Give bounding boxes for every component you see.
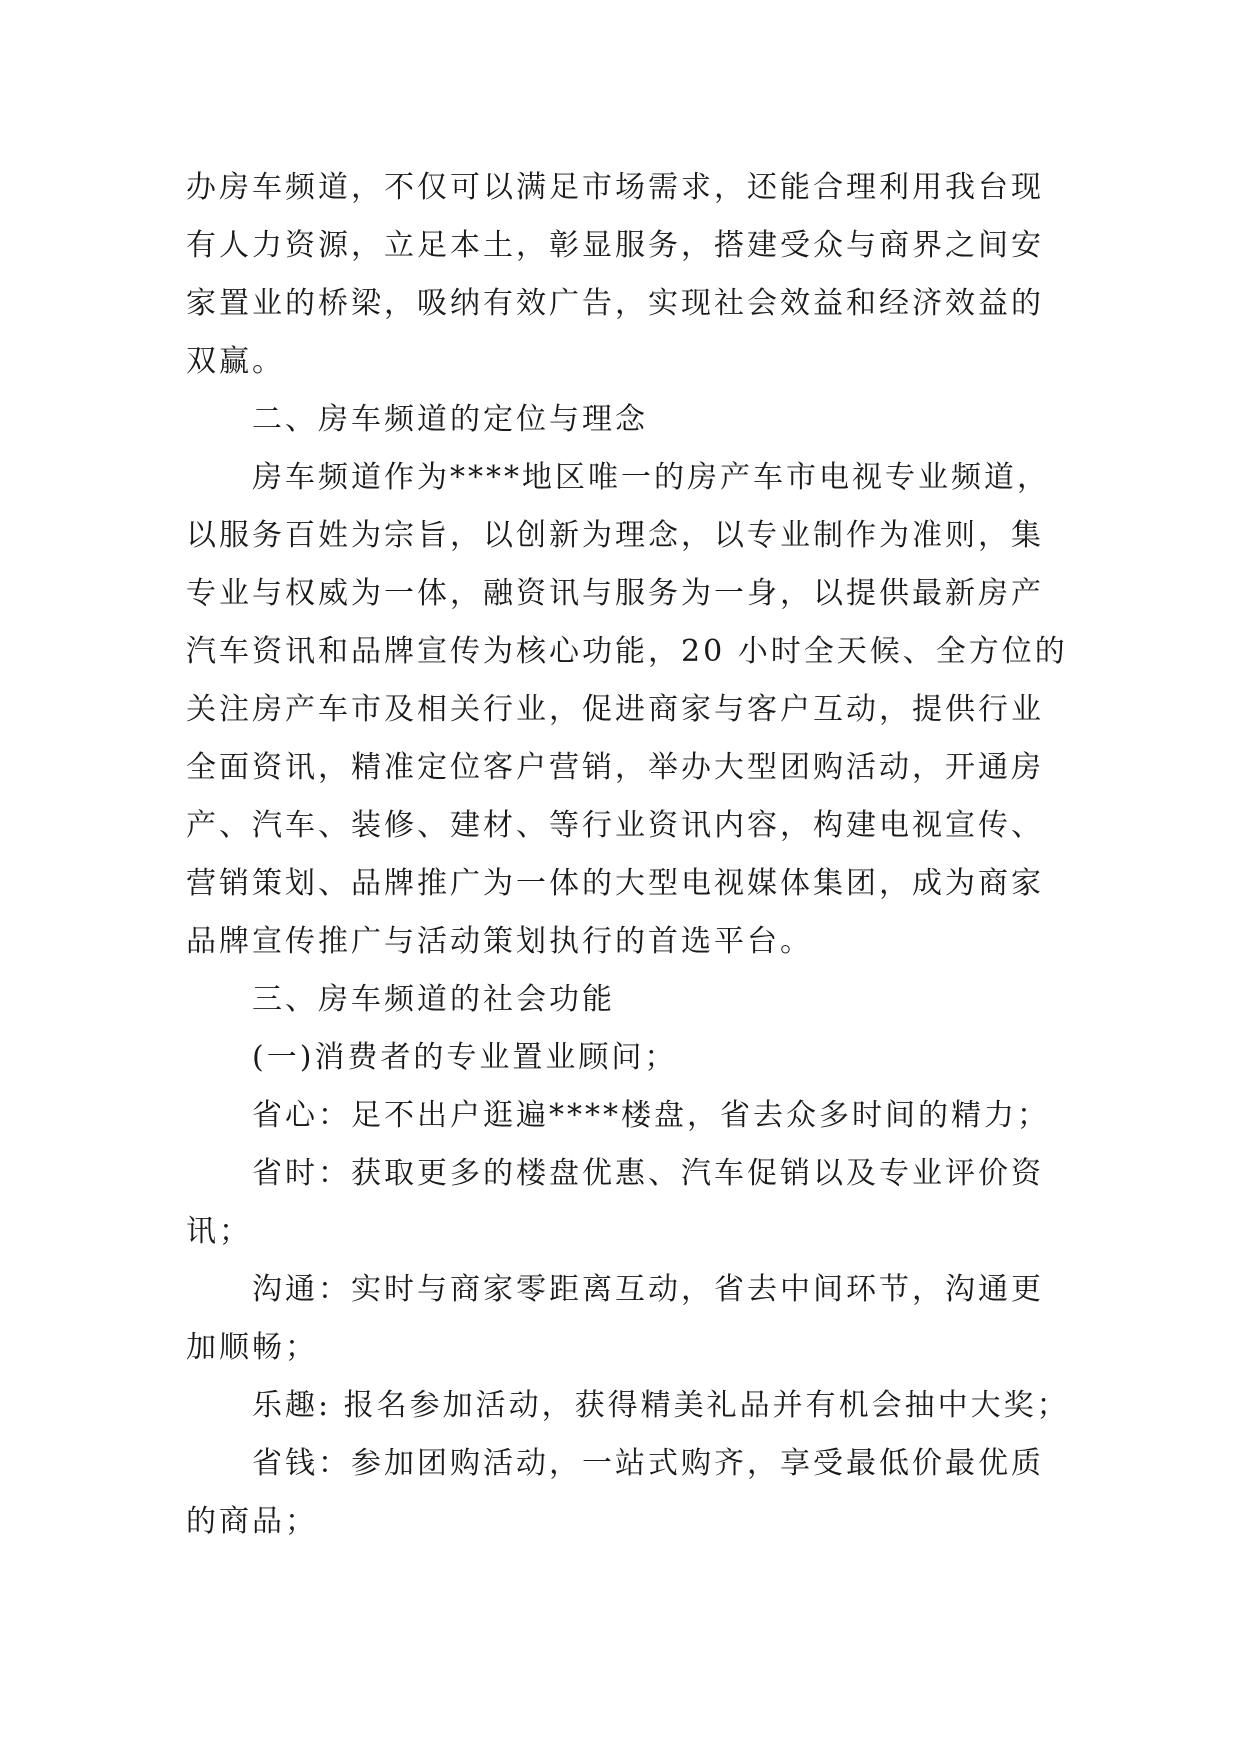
paragraph-2-line-4: 汽车资讯和品牌宣传为核心功能，20 小时全天候、全方位的 bbox=[186, 634, 1068, 669]
paragraph-1-line-4: 双赢。 bbox=[186, 344, 285, 379]
subsection-heading-1: (一)消费者的专业置业顾问； bbox=[252, 1040, 678, 1075]
item-save-time-line-2: 讯； bbox=[186, 1214, 252, 1249]
item-save-money-line-1: 省钱：参加团购活动，一站式购齐，享受最低价最优质 bbox=[252, 1446, 1044, 1481]
paragraph-1-line-1: 办房车频道，不仅可以满足市场需求，还能合理利用我台现 bbox=[186, 170, 1044, 205]
item-save-money-line-2: 的商品； bbox=[186, 1504, 318, 1539]
item-communication-line-1: 沟通：实时与商家零距离互动，省去中间环节，沟通更 bbox=[252, 1272, 1044, 1307]
item-fun: 乐趣: 报名参加活动，获得精美礼品并有机会抽中大奖； bbox=[252, 1388, 1070, 1423]
paragraph-2-line-9: 品牌宣传推广与活动策划执行的首选平台。 bbox=[186, 924, 813, 959]
item-communication-line-2: 加顺畅； bbox=[186, 1330, 318, 1365]
paragraph-2-line-7: 产、汽车、装修、建材、等行业资讯内容，构建电视宣传、 bbox=[186, 808, 1044, 843]
paragraph-1-line-3: 家置业的桥梁，吸纳有效广告，实现社会效益和经济效益的 bbox=[186, 286, 1044, 321]
paragraph-2-line-6: 全面资讯，精准定位客户营销，举办大型团购活动，开通房 bbox=[186, 750, 1044, 785]
section-heading-3: 三、房车频道的社会功能 bbox=[252, 982, 615, 1017]
section-heading-2: 二、房车频道的定位与理念 bbox=[252, 402, 648, 437]
paragraph-2-line-3: 专业与权威为一体，融资讯与服务为一身，以提供最新房产 bbox=[186, 576, 1044, 611]
item-save-worry: 省心：足不出户逛遍****楼盘，省去众多时间的精力； bbox=[252, 1098, 1050, 1133]
item-save-time-line-1: 省时：获取更多的楼盘优惠、汽车促销以及专业评价资 bbox=[252, 1156, 1044, 1191]
paragraph-2-line-2: 以服务百姓为宗旨，以创新为理念，以专业制作为准则，集 bbox=[186, 518, 1044, 553]
paragraph-2-line-1: 房车频道作为****地区唯一的房产车市电视专业频道， bbox=[252, 460, 1050, 495]
paragraph-2-line-5: 关注房产车市及相关行业，促进商家与客户互动，提供行业 bbox=[186, 692, 1044, 727]
paragraph-1-line-2: 有人力资源，立足本土，彰显服务，搭建受众与商界之间安 bbox=[186, 228, 1044, 263]
paragraph-2-line-8: 营销策划、品牌推广为一体的大型电视媒体集团，成为商家 bbox=[186, 866, 1044, 901]
